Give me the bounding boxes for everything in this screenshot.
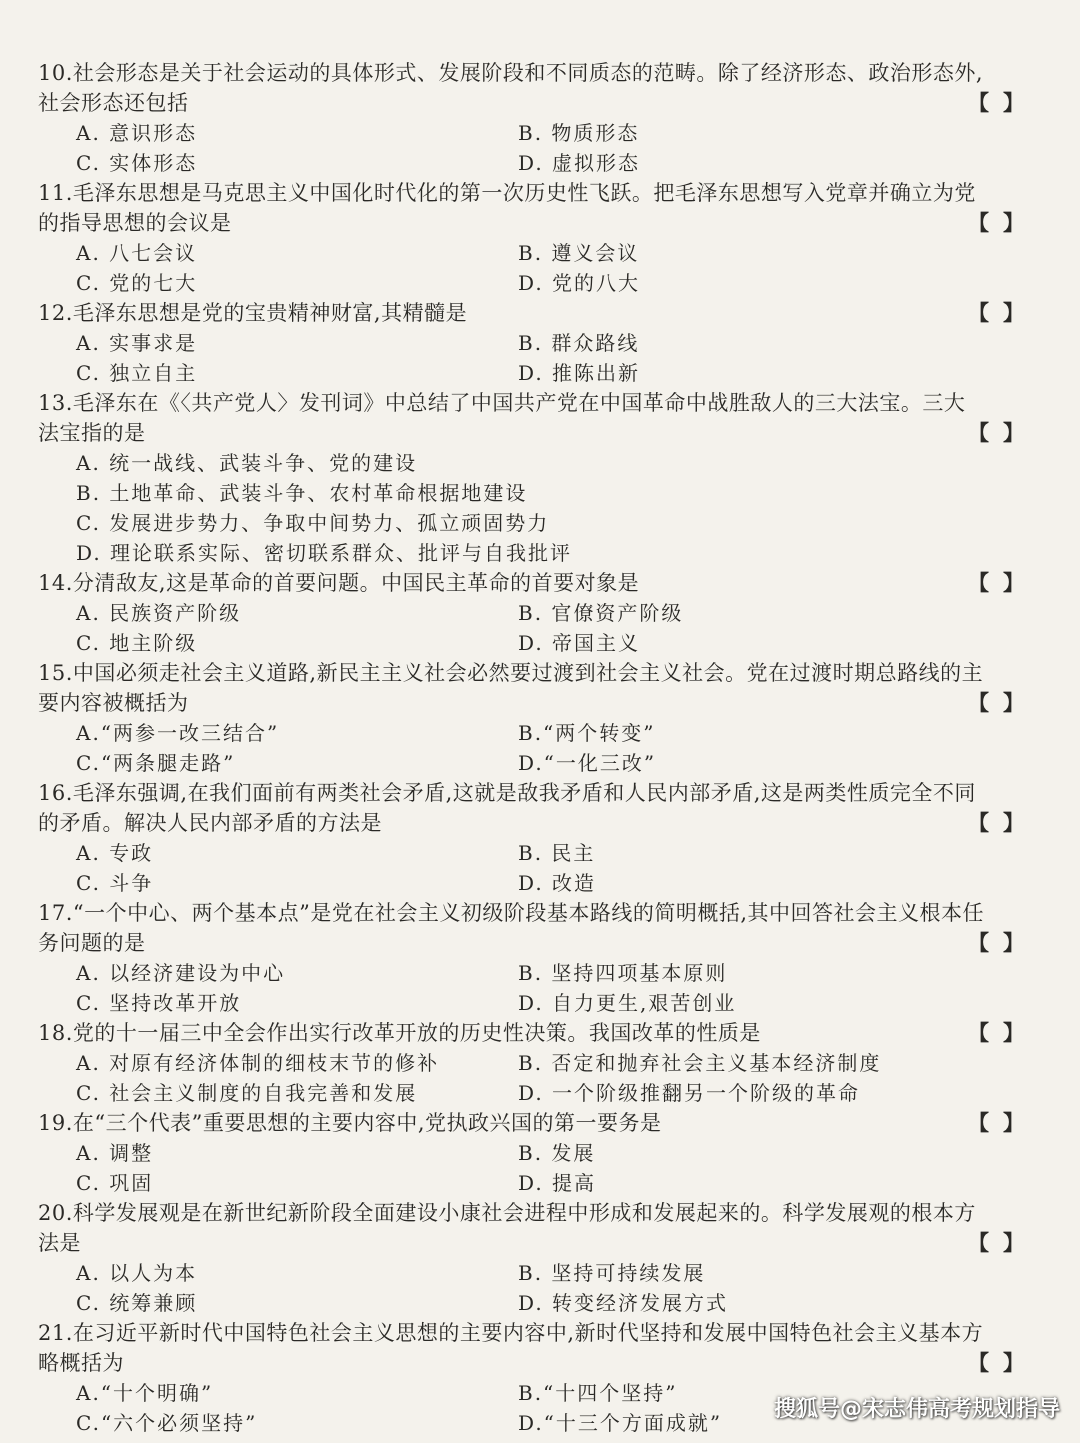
- answer-option: A. 实事求是: [76, 331, 198, 355]
- question-item: [38, 1108, 1038, 1198]
- answer-option: C. 坚持改革开放: [76, 991, 242, 1015]
- answer-option: C. 实体形态: [76, 151, 198, 175]
- question-item: [38, 388, 1038, 568]
- answer-option: A. 意识形态: [76, 121, 198, 145]
- answer-option: B. 物质形态: [518, 121, 640, 145]
- answer-option: C. 党的七大: [76, 271, 198, 295]
- answer-option: B. 土地革命、武装斗争、农村革命根据地建设: [76, 481, 528, 505]
- option-list: [38, 328, 1038, 388]
- answer-option: B. 坚持可持续发展: [518, 1261, 706, 1285]
- answer-option: D. 虚拟形态: [518, 151, 641, 175]
- answer-option: C. 统筹兼顾: [76, 1291, 198, 1315]
- answer-option: A. 统一战线、武装斗争、党的建设: [76, 451, 418, 475]
- answer-option: B. 否定和抛弃社会主义基本经济制度: [518, 1051, 882, 1075]
- answer-option: B. 遵义会议: [518, 241, 640, 265]
- answer-option: D. 提高: [518, 1171, 597, 1195]
- answer-option: A. 对原有经济体制的细枝末节的修补: [76, 1051, 440, 1075]
- answer-bracket: 【】: [968, 1020, 1038, 1045]
- answer-option: D. 一个阶级推翻另一个阶级的革命: [518, 1081, 861, 1105]
- question-stem: 12.毛泽东思想是党的宝贵精神财富,其精髓是: [38, 301, 468, 325]
- question-item: [38, 658, 1038, 778]
- option-list: [38, 718, 1038, 778]
- option-list: [38, 1048, 1038, 1108]
- answer-bracket: 【】: [968, 930, 1038, 955]
- answer-option: B. 坚持四项基本原则: [518, 961, 728, 985]
- answer-option: A.“十个明确”: [76, 1381, 214, 1405]
- answer-option: D. 推陈出新: [518, 361, 641, 385]
- option-list: [38, 238, 1038, 298]
- option-list: [38, 448, 1038, 568]
- answer-bracket: 【】: [968, 300, 1038, 325]
- answer-option: D. 帝国主义: [518, 631, 641, 655]
- answer-bracket: 【】: [968, 210, 1038, 235]
- answer-bracket: 【】: [968, 570, 1038, 595]
- answer-option: D. 改造: [518, 871, 597, 895]
- question-stem: 20.科学发展观是在新世纪新阶段全面建设小康社会进程中形成和发展起来的。科学发展观的根本方法是: [38, 1201, 976, 1255]
- answer-option: C.“六个必须坚持”: [76, 1411, 258, 1435]
- option-list: [38, 1138, 1038, 1198]
- answer-option: C. 独立自主: [76, 361, 198, 385]
- watermark: 搜狐号@宋志伟高考规划指导: [773, 1397, 1060, 1422]
- question-stem: 19.在“三个代表”重要思想的主要内容中,党执政兴国的第一要务是: [38, 1111, 662, 1135]
- answer-option: C.“两条腿走路”: [76, 751, 236, 775]
- answer-option: A. 专政: [76, 841, 154, 865]
- answer-bracket: 【】: [968, 420, 1038, 445]
- answer-option: B. 发展: [518, 1141, 596, 1165]
- answer-option: C. 社会主义制度的自我完善和发展: [76, 1081, 418, 1105]
- option-list: [38, 598, 1038, 658]
- answer-option: D. 理论联系实际、密切联系群众、批评与自我批评: [76, 541, 573, 565]
- question-stem: 16.毛泽东强调,在我们面前有两类社会矛盾,这就是敌我矛盾和人民内部矛盾,这是两类性质完全不同的矛盾。解决人民内部矛盾的方法是: [38, 781, 976, 835]
- question-stem: 13.毛泽东在《〈共产党人〉发刊词》中总结了中国共产党在中国革命中战胜敌人的三大法宝。三大法宝指的是: [38, 391, 966, 445]
- answer-option: C. 地主阶级: [76, 631, 198, 655]
- answer-option: A.“两参一改三结合”: [76, 721, 280, 745]
- answer-option: D.“一化三改”: [518, 751, 657, 775]
- answer-bracket: 【】: [968, 1230, 1038, 1255]
- answer-option: A. 以人为本: [76, 1261, 198, 1285]
- answer-option: B.“两个转变”: [518, 721, 656, 745]
- option-list: [38, 118, 1038, 178]
- answer-option: D. 自力更生,艰苦创业: [518, 991, 737, 1015]
- answer-option: A. 民族资产阶级: [76, 601, 242, 625]
- question-item: [38, 58, 1038, 178]
- question-item: [38, 178, 1038, 298]
- question-stem: 18.党的十一届三中全会作出实行改革开放的历史性决策。我国改革的性质是: [38, 1021, 761, 1045]
- question-item: [38, 778, 1038, 898]
- answer-option: C. 巩固: [76, 1171, 154, 1195]
- question-item: [38, 1198, 1038, 1318]
- question-stem: 15.中国必须走社会主义道路,新民主主义社会必然要过渡到社会主义社会。党在过渡时期总路线的主要内容被概括为: [38, 661, 984, 715]
- answer-option: B. 官僚资产阶级: [518, 601, 684, 625]
- answer-option: D. 转变经济发展方式: [518, 1291, 729, 1315]
- option-list: [38, 838, 1038, 898]
- answer-option: A. 八七会议: [76, 241, 198, 265]
- answer-option: C. 发展进步势力、争取中间势力、孤立顽固势力: [76, 511, 550, 535]
- option-list: [38, 958, 1038, 1018]
- answer-option: B.“十四个坚持”: [518, 1381, 678, 1405]
- answer-option: A. 调整: [76, 1141, 154, 1165]
- answer-option: D. 党的八大: [518, 271, 641, 295]
- question-stem: 10.社会形态是关于社会运动的具体形式、发展阶段和不同质态的范畴。除了经济形态、政治形态外,社会形态还包括: [38, 61, 984, 115]
- question-item: [38, 898, 1038, 1018]
- answer-option: A. 以经济建设为中心: [76, 961, 286, 985]
- answer-bracket: 【】: [968, 690, 1038, 715]
- option-list: [38, 1258, 1038, 1318]
- answer-bracket: 【】: [968, 90, 1038, 115]
- answer-option: B. 群众路线: [518, 331, 640, 355]
- question-stem: 21.在习近平新时代中国特色社会主义思想的主要内容中,新时代坚持和发展中国特色社会主义基本方略概括为: [38, 1321, 984, 1375]
- question-item: [38, 568, 1038, 658]
- answer-option: C. 斗争: [76, 871, 154, 895]
- answer-bracket: 【】: [968, 1110, 1038, 1135]
- question-item: [38, 1018, 1038, 1108]
- answer-option: B. 民主: [518, 841, 596, 865]
- question-stem: 17.“一个中心、两个基本点”是党在社会主义初级阶段基本路线的简明概括,其中回答社会主义根本任务问题的是: [38, 901, 985, 955]
- question-list: [38, 58, 1038, 1438]
- question-stem: 14.分清敌友,这是革命的首要问题。中国民主革命的首要对象是: [38, 571, 640, 595]
- answer-option: D.“十三个方面成就”: [518, 1411, 723, 1435]
- question-stem: 11.毛泽东思想是马克思主义中国化时代化的第一次历史性飞跃。把毛泽东思想写入党章并确立为党的指导思想的会议是: [38, 181, 976, 235]
- answer-bracket: 【】: [968, 810, 1038, 835]
- answer-bracket: 【】: [968, 1350, 1038, 1375]
- question-item: [38, 298, 1038, 388]
